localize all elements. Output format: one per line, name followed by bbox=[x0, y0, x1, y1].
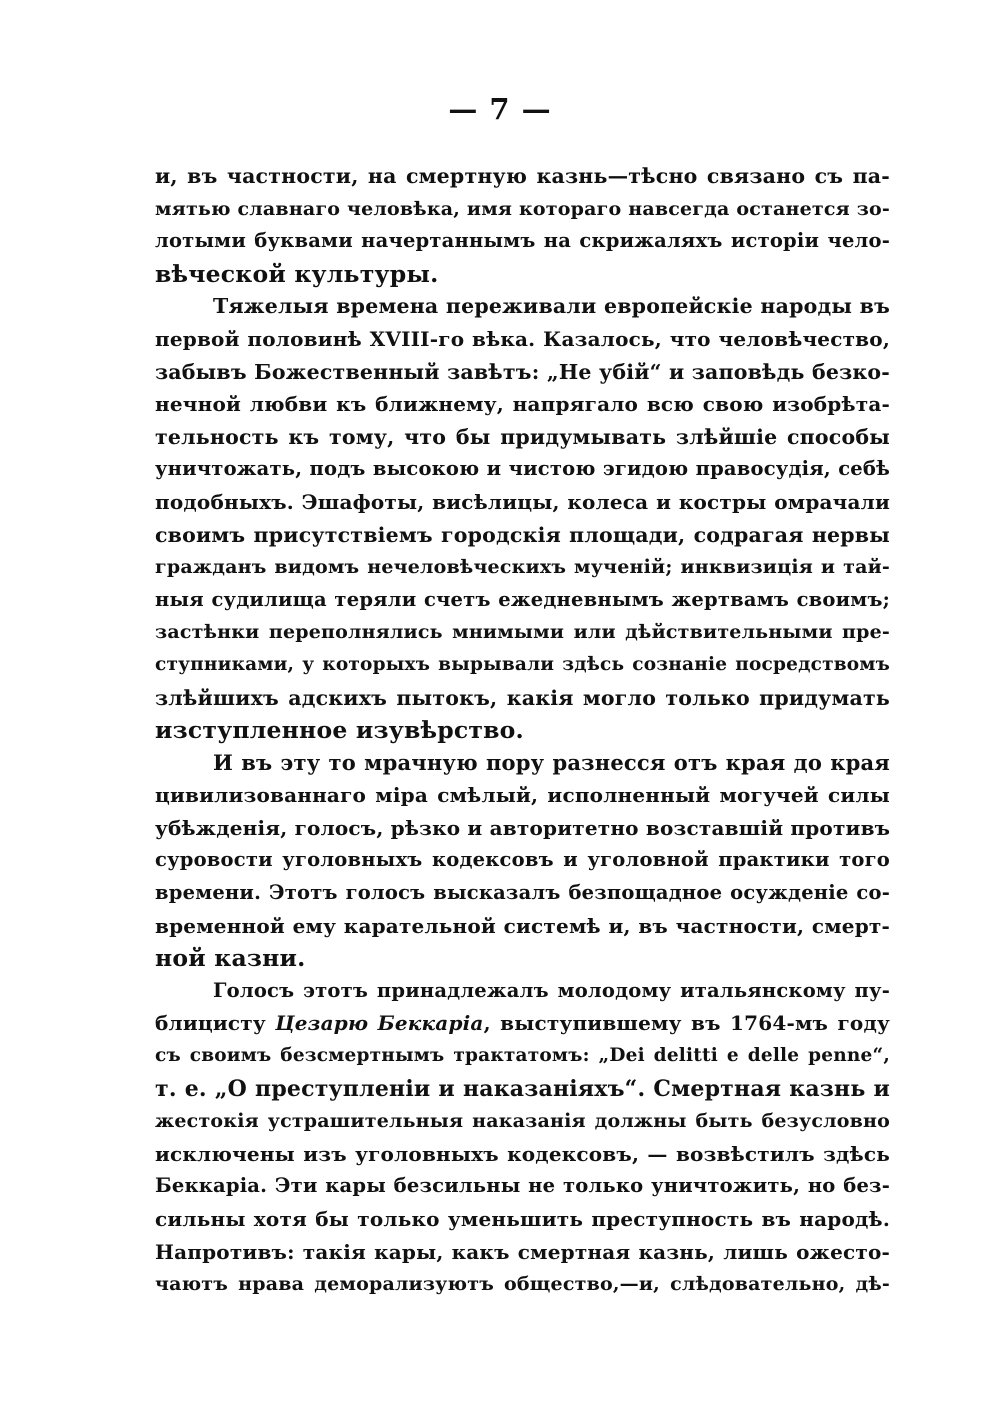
text-line: ныя судилища теряли счетъ ежедневнымъ жертвамъ своимъ; bbox=[155, 587, 890, 611]
text-line: мятью славнаго человѣка, имя котораго навсегда останется зо- bbox=[155, 197, 890, 220]
text-line: суровости уголовныхъ кодексовъ и уголовной практики того bbox=[155, 848, 890, 872]
text-line: жестокiя устрашительныя наказанiя должны быть безусловно bbox=[155, 1110, 890, 1133]
text-line: тельность къ тому, что бы придумывать злѣйшiе способы bbox=[155, 424, 890, 449]
text-line: Голосъ этотъ принадлежалъ молодому итальянскому пу- bbox=[213, 978, 890, 1002]
text-line: злѣйшихъ адскихъ пытокъ, какiя могло только придумать bbox=[155, 685, 890, 710]
text-line: ступниками, у которыхъ вырывали здѣсь сознанiе посредствомъ bbox=[155, 653, 890, 675]
text-line: своимъ присутствiемъ городскiя площади, содрагая нервы bbox=[155, 522, 890, 547]
text-line: гражданъ видомъ нечеловѣческихъ мученiй; инквизицiя и тай- bbox=[155, 556, 890, 579]
text-line: застѣнки переполнялись мнимыми или дѣйствительными пре- bbox=[155, 621, 890, 644]
page-number: — 7 — bbox=[448, 92, 552, 126]
text-line: нечной любви къ ближнему, напрягало всю свою изобрѣта- bbox=[155, 392, 890, 417]
text-line: Тяжелыя времена переживали европейскiе народы въ bbox=[213, 294, 890, 319]
text-line: исключены изъ уголовныхъ кодексовъ, — возвѣстилъ здѣсь bbox=[155, 1141, 890, 1166]
paragraph-1 bbox=[155, 160, 890, 290]
text-line: И въ эту то мрачную пору разнесся отъ края до края bbox=[213, 749, 890, 775]
person-name: Цезарю Беккарiа bbox=[275, 1011, 484, 1036]
text-line: подобныхъ. Эшафоты, висѣлицы, колеса и костры омрачали bbox=[155, 489, 890, 514]
text-line: времени. Этотъ голосъ высказалъ безпощадное осужденiе со- bbox=[155, 881, 890, 905]
text-line: ной казни. bbox=[155, 944, 306, 973]
text-line: убѣжденiя, голосъ, рѣзко и авторитетно возставшiй противъ bbox=[155, 815, 891, 840]
paragraph-3 bbox=[155, 747, 890, 975]
paragraph-4 bbox=[155, 975, 890, 1301]
text-line: цивилизованнаго мiра смѣлый, исполненный могучей силы bbox=[155, 783, 890, 808]
text-line: блицисту Цезарю Беккарiа, выступившему въ 1764-мъ году bbox=[155, 1011, 890, 1036]
text-line: вѣческой культуры. bbox=[155, 259, 439, 288]
text-line: временной ему карательной системѣ и, въ частности, смерт- bbox=[155, 913, 890, 938]
text-line: т. е. „О преступленiи и наказанiяхъ“. Смертная казнь и bbox=[155, 1075, 890, 1102]
paragraph-2 bbox=[155, 290, 890, 746]
text-line: забывъ Божественный завѣтъ: „Не убiй“ и заповѣдь безко- bbox=[155, 359, 890, 384]
text-line: съ своимъ безсмертнымъ трактатомъ: „Dei delitti e delle penne“, bbox=[155, 1045, 890, 1067]
text-line: и, въ частности, на смертную казнь—тѣсно связано съ па- bbox=[155, 164, 890, 188]
text-line: уничтожать, подъ высокою и чистою эгидою правосудiя, себѣ bbox=[155, 457, 890, 481]
text-line: чаютъ нрава деморализуютъ общество,—и, слѣдовательно, дѣ- bbox=[155, 1273, 890, 1296]
text-line: Беккарiа. Эти кары безсильны не только уничтожить, но без- bbox=[155, 1174, 890, 1198]
text-line: лотыми буквами начертаннымъ на скрижаляхъ исторiи чело- bbox=[155, 229, 890, 253]
body-text bbox=[155, 160, 890, 1301]
text-line: сильны хотя бы только уменьшить преступность въ народѣ. bbox=[155, 1207, 890, 1231]
text-line: Напротивъ: такiя кары, какъ смертная казнь, лишь ожесто- bbox=[155, 1239, 890, 1264]
text-line: изступленное изувѣрство. bbox=[155, 716, 524, 745]
text-line: первой половинѣ XVIII-го вѣка. Казалось, что человѣчество, bbox=[155, 326, 890, 351]
